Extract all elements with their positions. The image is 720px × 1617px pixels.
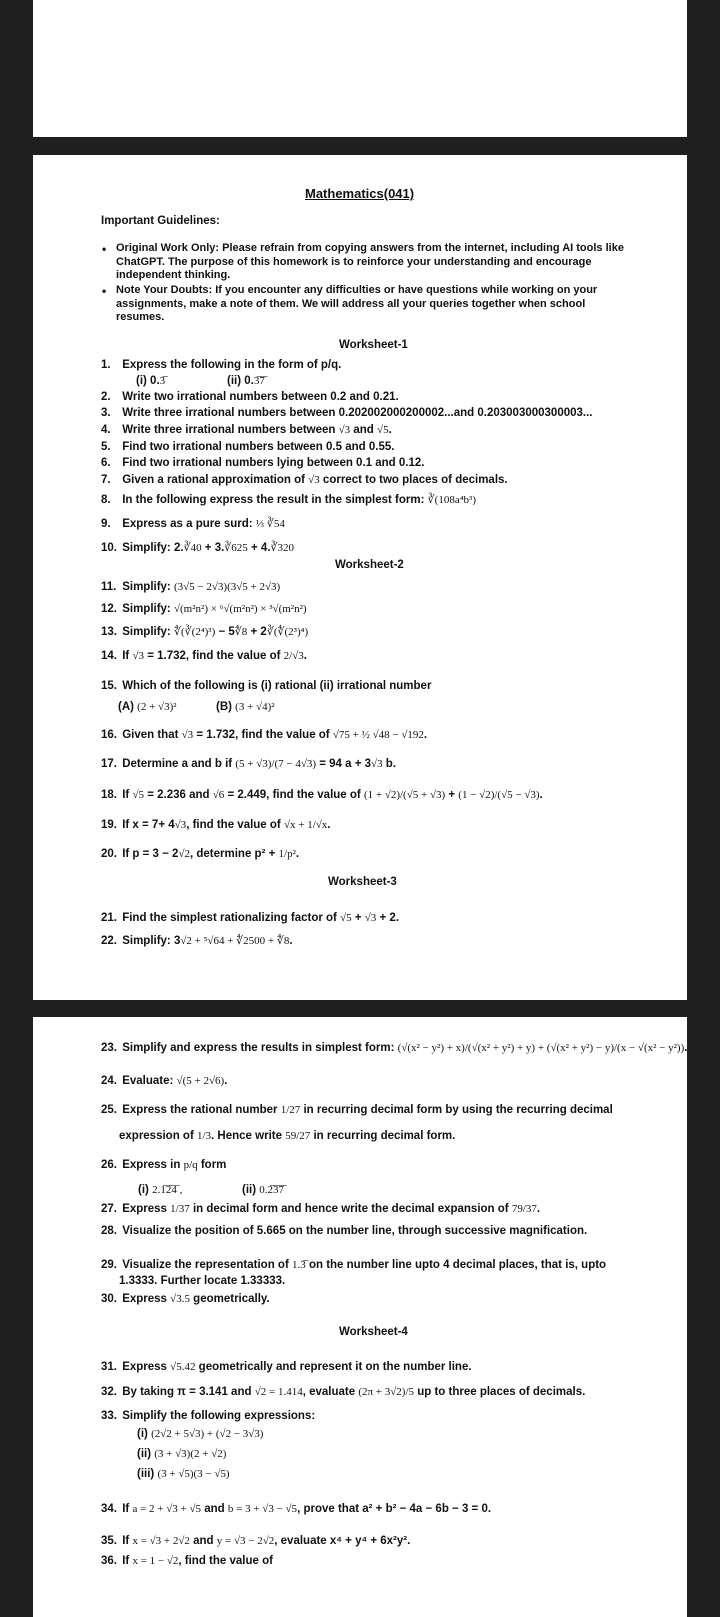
question-15-option-a: (A) (2 + √3)² xyxy=(118,701,177,713)
question-1: 1. Express the following in the form of p/q. xyxy=(101,359,342,371)
question-5: 5. Find two irrational numbers between 0.5 and 0.55. xyxy=(101,441,395,453)
question-35: 35. If x = √3 + 2√2 and y = √3 − 2√2, evaluate x⁴ + y⁴ + 6x²y². xyxy=(101,1535,411,1547)
question-26-part-i: (i) 2.1̅2̅4̅ , xyxy=(138,1184,183,1196)
question-25: 25. Express the rational number 1/27 in recurring decimal form by using the recurring decimal xyxy=(101,1104,613,1116)
question-26-part-ii: (ii) 0.2̅3̅7̅ xyxy=(242,1184,285,1196)
page-title: Mathematics(041) xyxy=(305,186,415,201)
question-1-part-ii: (ii) 0.3̅7̅ xyxy=(227,375,265,387)
page-1-bottom xyxy=(33,0,687,137)
question-17: 17. Determine a and b if (5 + √3)/(7 − 4√3) = 94 a + 3√3 b. xyxy=(101,758,397,770)
question-15-option-b: (B) (3 + √4)² xyxy=(216,701,275,713)
question-7: 7. Given a rational approximation of √3 correct to two places of decimals. xyxy=(101,474,508,486)
question-2: 2. Write two irrational numbers between 0.2 and 0.21. xyxy=(101,391,399,403)
question-22: 22. Simplify: 3√2 + ⁵√64 + ∜2500 + ∜8. xyxy=(101,935,293,947)
question-34: 34. If a = 2 + √3 + √5 and b = 3 + √3 − √5, prove that a² + b² − 4a − 6b − 3 = 0. xyxy=(101,1503,492,1515)
question-33-part-ii: (ii) (3 + √3)(2 + √2) xyxy=(137,1448,227,1460)
question-1-part-i: (i) 0.3̅ xyxy=(136,375,166,387)
question-27: 27. Express 1/37 in decimal form and hence write the decimal expansion of 79/37. xyxy=(101,1203,541,1215)
question-12: 12. Simplify: √(m²n²) × ⁶√(m²n²) × ³√(m²n²) xyxy=(101,603,307,615)
worksheet-2-heading: Worksheet-2 xyxy=(335,559,404,571)
question-33: 33. Simplify the following expressions: xyxy=(101,1410,316,1422)
question-19: 19. If x = 7+ 4√3, find the value of √x + 1/√x. xyxy=(101,819,331,831)
question-4: 4. Write three irrational numbers between √3 and √5. xyxy=(101,424,392,436)
question-21: 21. Find the simplest rationalizing factor of √5 + √3 + 2. xyxy=(101,912,400,924)
question-31: 31. Express √5.42 geometrically and represent it on the number line. xyxy=(101,1361,472,1373)
question-10: 10. Simplify: 2.∛40 + 3.∛625 + 4.∛320 xyxy=(101,542,295,554)
worksheet-1-heading: Worksheet-1 xyxy=(339,339,408,351)
question-33-part-iii: (iii) (3 + √5)(3 − √5) xyxy=(137,1468,230,1480)
page-3 xyxy=(33,1017,687,1617)
question-13: 13. Simplify: ∜(∛(2⁴)³) − 5∜8 + 2∛(∜(2³)⁴) xyxy=(101,626,309,638)
question-26: 26. Express in p/q form xyxy=(101,1159,227,1171)
question-11: 11. Simplify: (3√5 − 2√3)(3√5 + 2√3) xyxy=(101,581,281,593)
bullet-icon: • xyxy=(102,284,107,298)
question-25-line-2: expression of 1/3. Hence write 59/27 in recurring decimal form. xyxy=(119,1130,456,1142)
question-28: 28. Visualize the position of 5.665 on the number line, through successive magnification. xyxy=(101,1225,588,1237)
question-20: 20. If p = 3 − 2√2, determine p² + 1/p². xyxy=(101,848,300,860)
question-15: 15. Which of the following is (i) rational (ii) irrational number xyxy=(101,680,432,692)
question-8: 8. In the following express the result in the simplest form: ∛(108a⁴b³) xyxy=(101,494,477,506)
guideline-original-work: Original Work Only: Please refrain from copying answers from the internet, including AI tools like ChatGPT. The purpose of this homework is to reinforce your understanding and encourage independent thinking. xyxy=(116,242,624,281)
question-6: 6. Find two irrational numbers lying between 0.1 and 0.12. xyxy=(101,457,425,469)
worksheet-3-heading: Worksheet-3 xyxy=(328,876,397,888)
question-36: 36. If x = 1 − √2, find the value of xyxy=(101,1555,273,1567)
question-9: 9. Express as a pure surd: ⅓ ∛54 xyxy=(101,518,285,530)
worksheet-4-heading: Worksheet-4 xyxy=(339,1326,408,1338)
question-29-line-2: 1.3333. Further locate 1.33333. xyxy=(119,1275,286,1287)
question-3: 3. Write three irrational numbers between 0.202002000200002...and 0.203003000300003... xyxy=(101,407,593,419)
question-23: 23. Simplify and express the results in simplest form: (√(x² − y²) + x)/(√(x² + y²) + y) + (√(x² + y²) − y)/(x − √(x² − y²)). xyxy=(101,1042,688,1054)
question-18: 18. If √5 = 2.236 and √6 = 2.449, find the value of (1 + √2)/(√5 + √3) + (1 − √2)/(√5 − √3). xyxy=(101,789,543,801)
question-33-part-i: (i) (2√2 + 5√3) + (√2 − 3√3) xyxy=(137,1428,264,1440)
guidelines-heading: Important Guidelines: xyxy=(101,215,220,227)
question-32: 32. By taking π = 3.141 and √2 = 1.414, evaluate (2π + 3√2)/5 up to three places of decimals. xyxy=(101,1386,586,1398)
question-29: 29. Visualize the representation of 1.3̅ on the number line upto 4 decimal places, that is, upto xyxy=(101,1259,607,1271)
page-2 xyxy=(33,155,687,1000)
question-16: 16. Given that √3 = 1.732, find the value of √75 + ½ √48 − √192. xyxy=(101,729,428,741)
question-30: 30. Express √3.5 geometrically. xyxy=(101,1293,270,1305)
question-24: 24. Evaluate: √(5 + 2√6). xyxy=(101,1075,228,1087)
question-14: 14. If √3 = 1.732, find the value of 2/√3. xyxy=(101,650,307,662)
bullet-icon: • xyxy=(102,242,107,256)
guideline-note-doubts: Note Your Doubts: If you encounter any difficulties or have questions while working on your assignments, make a note of them. We will address all your queries together when school resumes. xyxy=(116,284,598,323)
